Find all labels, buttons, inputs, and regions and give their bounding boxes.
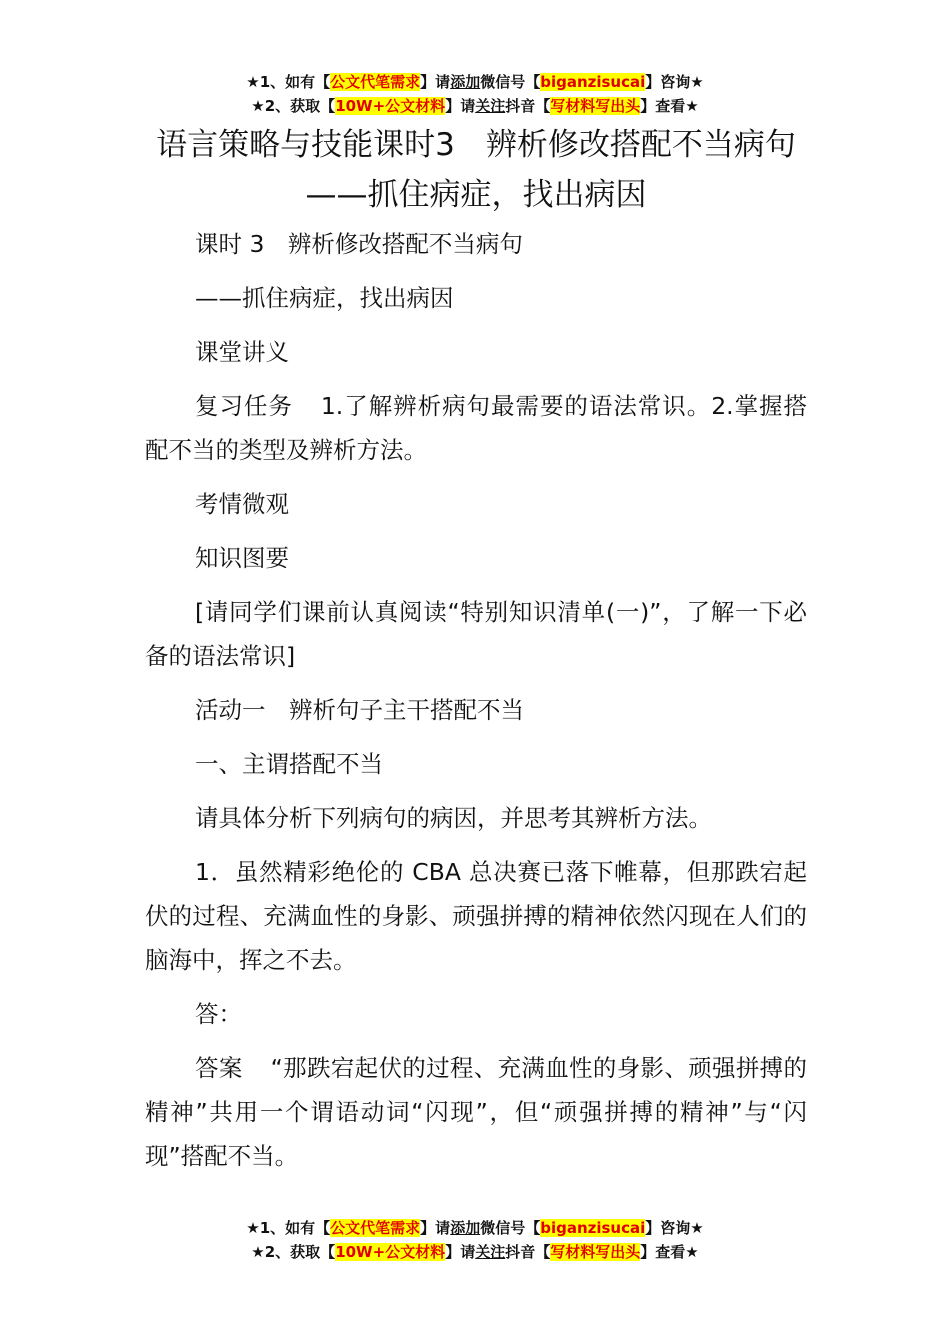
instruction: 请具体分析下列病句的病因，并思考其辨析方法。 — [195, 804, 712, 832]
banner-text: 】查看★ — [640, 1243, 699, 1261]
review-task-label: 复习任务 — [195, 392, 293, 420]
answer — [145, 1046, 807, 1178]
lesson-subtitle: ——抓住病症，找出病因 — [195, 284, 454, 312]
answer-label: 答案 — [195, 1054, 243, 1082]
banner-underline: 添加 — [450, 73, 481, 91]
banner-underline: 关注 — [475, 1243, 506, 1261]
banner-text: 】请 — [445, 1243, 476, 1261]
review-task — [145, 384, 807, 472]
answer-text: “那跌宕起伏的过程、充满血性的身影、顽强拼搏的精神”共用一个谓语动词“闪现”，但“顽强拼搏的精神”与“闪现”搭配不当。 — [145, 1054, 807, 1170]
banner-text: 抖音【 — [505, 1243, 551, 1261]
banner-line-2 — [0, 1240, 950, 1264]
banner-text: 】请 — [420, 73, 451, 91]
banner-text: 】咨询★ — [645, 73, 704, 91]
banner-line-2 — [0, 94, 950, 118]
answer-prompt: 答： — [195, 1000, 242, 1028]
banner-highlight: 公文代笔需求 — [330, 1219, 421, 1237]
section-heading: 一、主谓搭配不当 — [195, 750, 383, 778]
question-1: 1．虽然精彩绝伦的 CBA 总决赛已落下帷幕，但那跌宕起伏的过程、充满血性的身影、顽强拼搏的精神依然闪现在人们的脑海中，挥之不去。 — [145, 858, 807, 974]
footer-banner — [0, 1216, 950, 1264]
knowledge-map-heading: 知识图要 — [195, 544, 289, 572]
lecture-heading: 课堂讲义 — [195, 338, 289, 366]
banner-line-1 — [0, 70, 950, 94]
document-title: 语言策略与技能课时3 辨析修改搭配不当病句——抓住病症，找出病因 — [156, 127, 796, 213]
review-task-text: 1.了解辨析病句最需要的语法常识。2.掌握搭配不当的类型及辨析方法。 — [145, 392, 808, 464]
banner-highlight: biganzisucai — [540, 73, 646, 91]
banner-text: 微信号【 — [480, 73, 541, 91]
banner-text: ★1、如有【 — [246, 1219, 331, 1237]
banner-highlight: 写材料写出头 — [550, 97, 641, 115]
banner-text: 】咨询★ — [645, 1219, 704, 1237]
banner-text: ★2、获取【 — [251, 97, 336, 115]
banner-underline: 添加 — [450, 1219, 481, 1237]
banner-highlight: 公文代笔需求 — [330, 73, 421, 91]
banner-highlight: 10W+公文材料 — [335, 97, 446, 115]
banner-text: 】请 — [420, 1219, 451, 1237]
banner-text: ★1、如有【 — [246, 73, 331, 91]
activity-heading: 活动一 辨析句子主干搭配不当 — [195, 696, 524, 724]
lesson-heading: 课时 3 辨析修改搭配不当病句 — [195, 230, 523, 258]
banner-underline: 关注 — [475, 97, 506, 115]
document-body — [145, 222, 807, 1188]
banner-highlight: 写材料写出头 — [550, 1243, 641, 1261]
banner-text: ★2、获取【 — [251, 1243, 336, 1261]
exam-heading: 考情微观 — [195, 490, 289, 518]
banner-text: 微信号【 — [480, 1219, 541, 1237]
banner-highlight: 10W+公文材料 — [335, 1243, 446, 1261]
banner-text: 】请 — [445, 97, 476, 115]
header-banner — [0, 70, 950, 118]
reading-note: [请同学们课前认真阅读“特别知识清单(一)”，了解一下必备的语法常识] — [145, 598, 807, 670]
banner-text: 抖音【 — [505, 97, 551, 115]
banner-line-1 — [0, 1216, 950, 1240]
banner-highlight: biganzisucai — [540, 1219, 646, 1237]
banner-text: 】查看★ — [640, 97, 699, 115]
